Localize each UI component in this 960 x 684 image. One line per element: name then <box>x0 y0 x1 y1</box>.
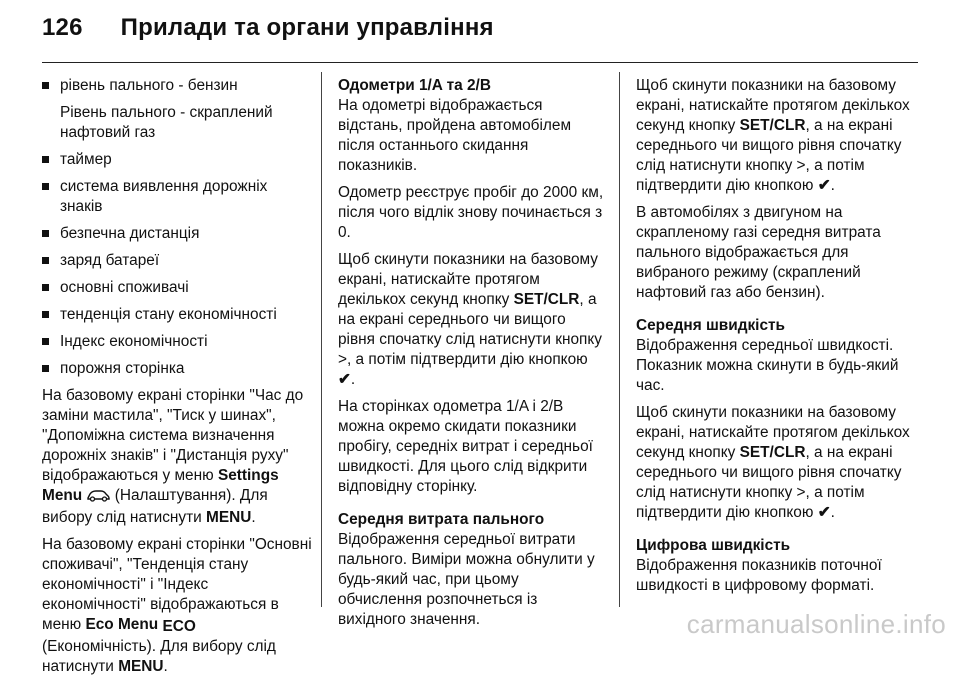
page-header <box>42 14 494 54</box>
bullet-icon <box>42 284 49 291</box>
paragraph: Відображення середньої швидкості. Показник можна скинути в будь-який час. <box>636 337 899 394</box>
checkmark-icon: ✔ <box>817 177 831 194</box>
column-2 <box>338 76 606 637</box>
bullet-list <box>42 76 314 96</box>
section-heading: Цифрова швидкість <box>636 537 791 554</box>
list-item: система виявлення дорожніх знаків <box>42 177 314 217</box>
bullet-icon <box>42 230 49 237</box>
list-item: тенденція стану економічності <box>42 305 314 325</box>
list-item: основні споживачі <box>42 278 314 298</box>
column-divider <box>619 72 620 607</box>
paragraph-reset-instructions: Щоб скинути показники на базовому екрані, натискайте протягом декількох секунд кнопку SET/CLR, а на екрані середнього чи вищого рівня спочатку слід натиснути кнопку >, а потім підтвердити дію кнопкою ✔. <box>636 404 910 521</box>
paragraph: На сторінках одометра 1/A і 2/B можна окремо скидати показники пробігу, середніх витрат і середньої швидкості. Для цього слід відкрити відповідну сторінку. <box>338 398 593 495</box>
paragraph-settings-menu: На базовому екрані сторінки "Час до заміни мастила", "Тиск у шинах", "Допоміжна система визначення дорожніх знаків" і "Дистанція руху" відображаються у меню Settings Menu (Налаштування). Для вибору слід натиснути MENU. <box>42 387 304 526</box>
bullet-icon <box>42 338 49 345</box>
list-item: заряд батареї <box>42 251 314 271</box>
paragraph: Одометр реєструє пробіг до 2000 км, після чого відлік знову починається з 0. <box>338 184 604 241</box>
car-settings-icon <box>86 488 110 508</box>
chevron-right-icon: > <box>796 484 806 501</box>
list-item: безпечна дистанція <box>42 224 314 244</box>
bullet-icon <box>42 183 49 190</box>
list-subitem: Рівень пального - скраплений нафтовий газ <box>60 104 273 141</box>
checkmark-icon: ✔ <box>338 371 351 388</box>
paragraph: В автомобілях з двигуном на скрапленому газі середня витрата пального відображається для вибраного режиму (скраплений нафтовий газ або бензин). <box>636 204 881 301</box>
header-rule <box>42 62 918 63</box>
watermark: carmanualsonline.info <box>686 609 946 639</box>
column-divider <box>321 72 322 607</box>
list-item: таймер <box>42 150 314 170</box>
column-1 <box>42 76 314 684</box>
paragraph: На одометрі відображається відстань, пройдена автомобілем після останнього скидання показників. <box>338 97 572 174</box>
list-item: порожня сторінка <box>42 359 314 379</box>
paragraph-eco-menu: На базовому екрані сторінки "Основні споживачі", "Тенденція стану економічності" і "Індекс економічності" відображаються в меню Eco Menu ECO (Економічність). Для вибору слід натиснути MENU. <box>42 536 312 675</box>
bullet-list <box>42 150 314 379</box>
column-3 <box>636 76 924 603</box>
bullet-icon <box>42 156 49 163</box>
paragraph-reset-instructions: Щоб скинути показники на базовому екрані, натискайте протягом декількох секунд кнопку SET/CLR, а на екрані середнього чи вищого рівня спочатку слід натиснути кнопку >, а потім підтвердити дію кнопкою ✔. <box>338 251 602 388</box>
chevron-right-icon: > <box>796 157 806 174</box>
bullet-icon <box>42 365 49 372</box>
list-item: Індекс економічності <box>42 332 314 352</box>
section-heading: Одометри 1/A та 2/B <box>338 77 491 94</box>
page-title: Прилади та органи управління <box>120 14 494 41</box>
bullet-icon <box>42 257 49 264</box>
section-heading: Середня витрата пального <box>338 511 545 528</box>
section-heading: Середня швидкість <box>636 317 786 334</box>
page-number: 126 <box>42 14 83 41</box>
bullet-icon <box>42 311 49 318</box>
bullet-icon <box>42 82 49 89</box>
list-item: рівень пального - бензин <box>42 76 314 96</box>
paragraph-reset-instructions: Щоб скинути показники на базовому екрані, натискайте протягом декількох секунд кнопку SET/CLR, а на екрані середнього чи вищого рівня спочатку слід натиснути кнопку >, а потім підтвердити дію кнопкою ✔. <box>636 77 910 194</box>
chevron-right-icon: > <box>338 351 347 368</box>
eco-logo-icon: ECO <box>162 618 196 635</box>
paragraph: Відображення середньої витрати пального. Виміри можна обнулити у будь-який час, при цьому обчислення розпочнеться із вихідного значення. <box>338 531 595 628</box>
checkmark-icon: ✔ <box>817 504 831 521</box>
paragraph: Відображення показників поточної швидкості в цифровому форматі. <box>636 557 882 594</box>
